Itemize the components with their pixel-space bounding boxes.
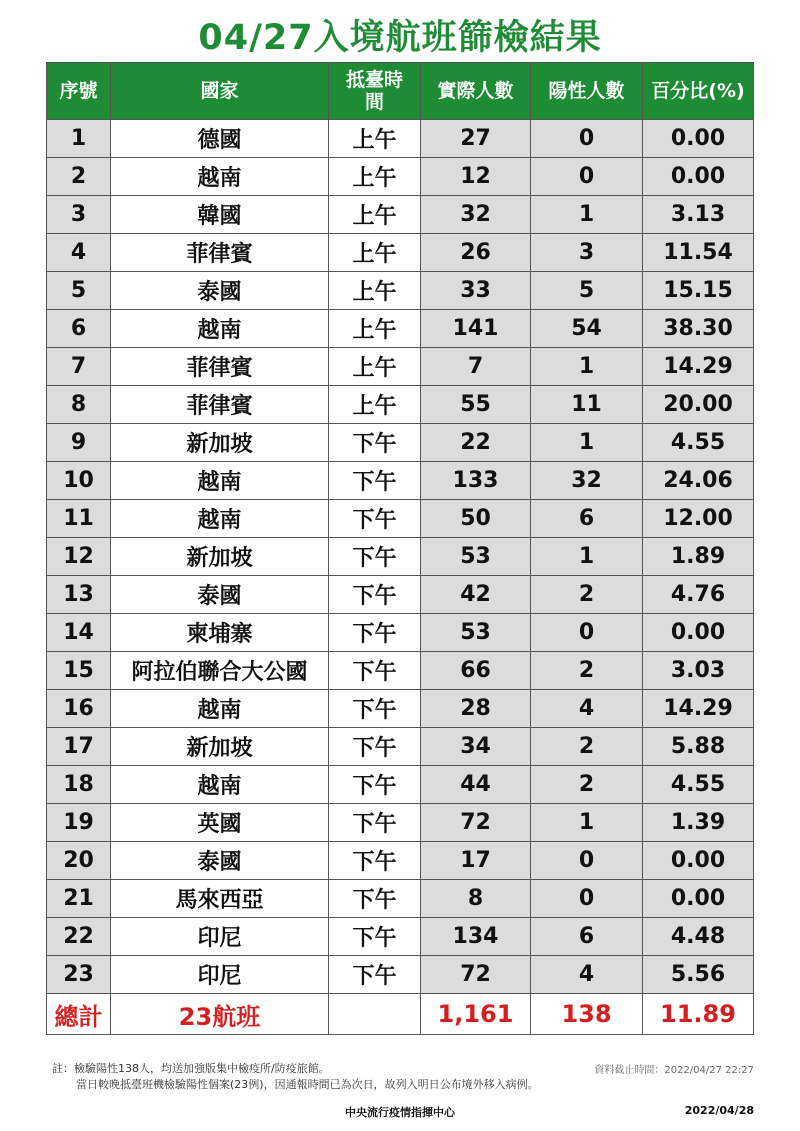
- row-actual-count: 53: [421, 614, 531, 652]
- header-country: 國家: [111, 63, 329, 120]
- row-actual-count: 141: [421, 310, 531, 348]
- table-row: [47, 766, 754, 804]
- row-country: 印尼: [111, 918, 329, 956]
- table-row: [47, 348, 754, 386]
- row-percent: 3.13: [643, 196, 754, 234]
- row-actual-count: 17: [421, 842, 531, 880]
- row-index: 22: [47, 918, 111, 956]
- header-arrival-time: [329, 63, 421, 120]
- total-positive: 138: [531, 994, 643, 1035]
- row-arrival-time: 下午: [329, 576, 421, 614]
- row-actual-count: 133: [421, 462, 531, 500]
- footer-date: 2022/04/28: [684, 1104, 754, 1117]
- row-index: 1: [47, 120, 111, 158]
- table-row: [47, 614, 754, 652]
- row-arrival-time: 下午: [329, 614, 421, 652]
- row-arrival-time: 下午: [329, 956, 421, 994]
- row-percent: 4.55: [643, 766, 754, 804]
- table-row: [47, 424, 754, 462]
- row-positive-count: 4: [531, 690, 643, 728]
- row-index: 23: [47, 956, 111, 994]
- table-row: [47, 234, 754, 272]
- row-arrival-time: 上午: [329, 234, 421, 272]
- table-row: [47, 462, 754, 500]
- row-positive-count: 1: [531, 348, 643, 386]
- row-index: 8: [47, 386, 111, 424]
- footnote: [52, 1061, 539, 1093]
- row-country: 新加坡: [111, 538, 329, 576]
- row-actual-count: 32: [421, 196, 531, 234]
- table-row: [47, 652, 754, 690]
- row-arrival-time: 下午: [329, 424, 421, 462]
- row-actual-count: 26: [421, 234, 531, 272]
- row-percent: 14.29: [643, 348, 754, 386]
- row-index: 11: [47, 500, 111, 538]
- row-actual-count: 27: [421, 120, 531, 158]
- header-index: 序號: [47, 63, 111, 120]
- row-positive-count: 1: [531, 538, 643, 576]
- row-percent: 1.39: [643, 804, 754, 842]
- row-percent: 12.00: [643, 500, 754, 538]
- row-percent: 5.56: [643, 956, 754, 994]
- row-percent: 11.54: [643, 234, 754, 272]
- header-arrival-line1: 抵臺時: [345, 69, 403, 91]
- row-index: 6: [47, 310, 111, 348]
- row-percent: 4.55: [643, 424, 754, 462]
- table-row: [47, 310, 754, 348]
- row-actual-count: 42: [421, 576, 531, 614]
- footer-organization: 中央流行疫情指揮中心: [345, 1106, 455, 1119]
- row-actual-count: 8: [421, 880, 531, 918]
- total-blank: [329, 994, 421, 1035]
- row-arrival-time: 下午: [329, 880, 421, 918]
- row-positive-count: 2: [531, 766, 643, 804]
- row-country: 新加坡: [111, 728, 329, 766]
- row-index: 14: [47, 614, 111, 652]
- row-country: 越南: [111, 690, 329, 728]
- row-positive-count: 5: [531, 272, 643, 310]
- row-country: 英國: [111, 804, 329, 842]
- row-percent: 38.30: [643, 310, 754, 348]
- row-country: 阿拉伯聯合大公國: [111, 652, 329, 690]
- row-index: 18: [47, 766, 111, 804]
- row-arrival-time: 下午: [329, 690, 421, 728]
- row-percent: 4.48: [643, 918, 754, 956]
- row-percent: 20.00: [643, 386, 754, 424]
- row-country: 新加坡: [111, 424, 329, 462]
- row-arrival-time: 下午: [329, 842, 421, 880]
- total-actual: 1,161: [421, 994, 531, 1035]
- row-actual-count: 66: [421, 652, 531, 690]
- row-positive-count: 0: [531, 120, 643, 158]
- row-country: 印尼: [111, 956, 329, 994]
- total-label: 總計: [47, 994, 111, 1035]
- row-actual-count: 34: [421, 728, 531, 766]
- row-positive-count: 6: [531, 918, 643, 956]
- row-arrival-time: 上午: [329, 158, 421, 196]
- table-row: [47, 158, 754, 196]
- row-percent: 0.00: [643, 120, 754, 158]
- row-positive-count: 11: [531, 386, 643, 424]
- table-row: [47, 804, 754, 842]
- row-index: 9: [47, 424, 111, 462]
- row-positive-count: 0: [531, 614, 643, 652]
- table-row: [47, 386, 754, 424]
- row-positive-count: 3: [531, 234, 643, 272]
- row-actual-count: 33: [421, 272, 531, 310]
- row-index: 19: [47, 804, 111, 842]
- row-percent: 3.03: [643, 652, 754, 690]
- row-actual-count: 22: [421, 424, 531, 462]
- row-percent: 5.88: [643, 728, 754, 766]
- total-flights: 23航班: [111, 994, 329, 1035]
- row-index: 21: [47, 880, 111, 918]
- row-positive-count: 2: [531, 576, 643, 614]
- table-row: [47, 880, 754, 918]
- row-positive-count: 4: [531, 956, 643, 994]
- table-row: [47, 576, 754, 614]
- row-positive-count: 0: [531, 842, 643, 880]
- header-actual-count: 實際人數: [421, 63, 531, 120]
- footnote-line1: 註：檢驗陽性138人，均送加強版集中檢疫所/防疫旅館。: [52, 1062, 330, 1075]
- row-country: 泰國: [111, 576, 329, 614]
- row-country: 越南: [111, 766, 329, 804]
- row-actual-count: 44: [421, 766, 531, 804]
- table-row: [47, 538, 754, 576]
- row-index: 10: [47, 462, 111, 500]
- row-actual-count: 50: [421, 500, 531, 538]
- table-row: [47, 842, 754, 880]
- row-index: 7: [47, 348, 111, 386]
- total-row: [47, 994, 754, 1035]
- row-actual-count: 134: [421, 918, 531, 956]
- page-title: 04/27入境航班篩檢結果: [198, 18, 602, 58]
- table-row: [47, 272, 754, 310]
- row-country: 泰國: [111, 272, 329, 310]
- row-percent: 24.06: [643, 462, 754, 500]
- header-positive-count: 陽性人數: [531, 63, 643, 120]
- total-percent: 11.89: [643, 994, 754, 1035]
- row-arrival-time: 下午: [329, 462, 421, 500]
- table-row: [47, 728, 754, 766]
- footnote-line2: 當日較晚抵臺班機檢驗陽性個案(23例)，因通報時間已為次日，故列入明日公布境外移入病例。: [76, 1078, 539, 1091]
- table-row: [47, 120, 754, 158]
- row-positive-count: 32: [531, 462, 643, 500]
- row-index: 20: [47, 842, 111, 880]
- row-positive-count: 1: [531, 804, 643, 842]
- row-index: 13: [47, 576, 111, 614]
- row-actual-count: 12: [421, 158, 531, 196]
- row-arrival-time: 上午: [329, 272, 421, 310]
- row-percent: 14.29: [643, 690, 754, 728]
- row-percent: 4.76: [643, 576, 754, 614]
- row-arrival-time: 下午: [329, 918, 421, 956]
- row-positive-count: 0: [531, 158, 643, 196]
- row-index: 15: [47, 652, 111, 690]
- row-actual-count: 72: [421, 956, 531, 994]
- row-country: 越南: [111, 462, 329, 500]
- row-positive-count: 2: [531, 652, 643, 690]
- row-country: 菲律賓: [111, 348, 329, 386]
- row-country: 馬來西亞: [111, 880, 329, 918]
- row-percent: 0.00: [643, 614, 754, 652]
- table-row: [47, 918, 754, 956]
- row-arrival-time: 上午: [329, 386, 421, 424]
- row-country: 韓國: [111, 196, 329, 234]
- row-actual-count: 72: [421, 804, 531, 842]
- row-arrival-time: 下午: [329, 728, 421, 766]
- row-percent: 0.00: [643, 158, 754, 196]
- row-index: 5: [47, 272, 111, 310]
- table-row: [47, 956, 754, 994]
- table-row: [47, 500, 754, 538]
- row-percent: 15.15: [643, 272, 754, 310]
- row-arrival-time: 下午: [329, 500, 421, 538]
- row-actual-count: 53: [421, 538, 531, 576]
- row-index: 4: [47, 234, 111, 272]
- row-index: 2: [47, 158, 111, 196]
- row-country: 柬埔寨: [111, 614, 329, 652]
- row-index: 3: [47, 196, 111, 234]
- results-table-container: [46, 62, 753, 1035]
- row-arrival-time: 上午: [329, 310, 421, 348]
- table-row: [47, 196, 754, 234]
- table-row: [47, 690, 754, 728]
- row-positive-count: 1: [531, 196, 643, 234]
- table-body: [47, 120, 754, 994]
- row-country: 德國: [111, 120, 329, 158]
- row-positive-count: 2: [531, 728, 643, 766]
- row-actual-count: 28: [421, 690, 531, 728]
- row-country: 菲律賓: [111, 386, 329, 424]
- row-arrival-time: 下午: [329, 766, 421, 804]
- row-index: 16: [47, 690, 111, 728]
- results-table: [46, 62, 754, 1035]
- row-arrival-time: 上午: [329, 348, 421, 386]
- row-positive-count: 0: [531, 880, 643, 918]
- row-percent: 0.00: [643, 842, 754, 880]
- row-country: 菲律賓: [111, 234, 329, 272]
- table-header-row: [47, 63, 754, 120]
- row-percent: 0.00: [643, 880, 754, 918]
- header-percent: 百分比(%): [643, 63, 754, 120]
- row-arrival-time: 下午: [329, 538, 421, 576]
- row-arrival-time: 下午: [329, 804, 421, 842]
- row-country: 越南: [111, 500, 329, 538]
- row-arrival-time: 下午: [329, 652, 421, 690]
- row-positive-count: 6: [531, 500, 643, 538]
- row-actual-count: 7: [421, 348, 531, 386]
- row-arrival-time: 上午: [329, 196, 421, 234]
- row-index: 17: [47, 728, 111, 766]
- row-arrival-time: 上午: [329, 120, 421, 158]
- row-index: 12: [47, 538, 111, 576]
- row-percent: 1.89: [643, 538, 754, 576]
- row-country: 越南: [111, 158, 329, 196]
- row-country: 泰國: [111, 842, 329, 880]
- data-cutoff-time: 資料截止時間：2022/04/27 22:27: [594, 1065, 754, 1076]
- row-actual-count: 55: [421, 386, 531, 424]
- row-country: 越南: [111, 310, 329, 348]
- row-positive-count: 54: [531, 310, 643, 348]
- header-arrival-line2: 間: [364, 91, 384, 113]
- row-positive-count: 1: [531, 424, 643, 462]
